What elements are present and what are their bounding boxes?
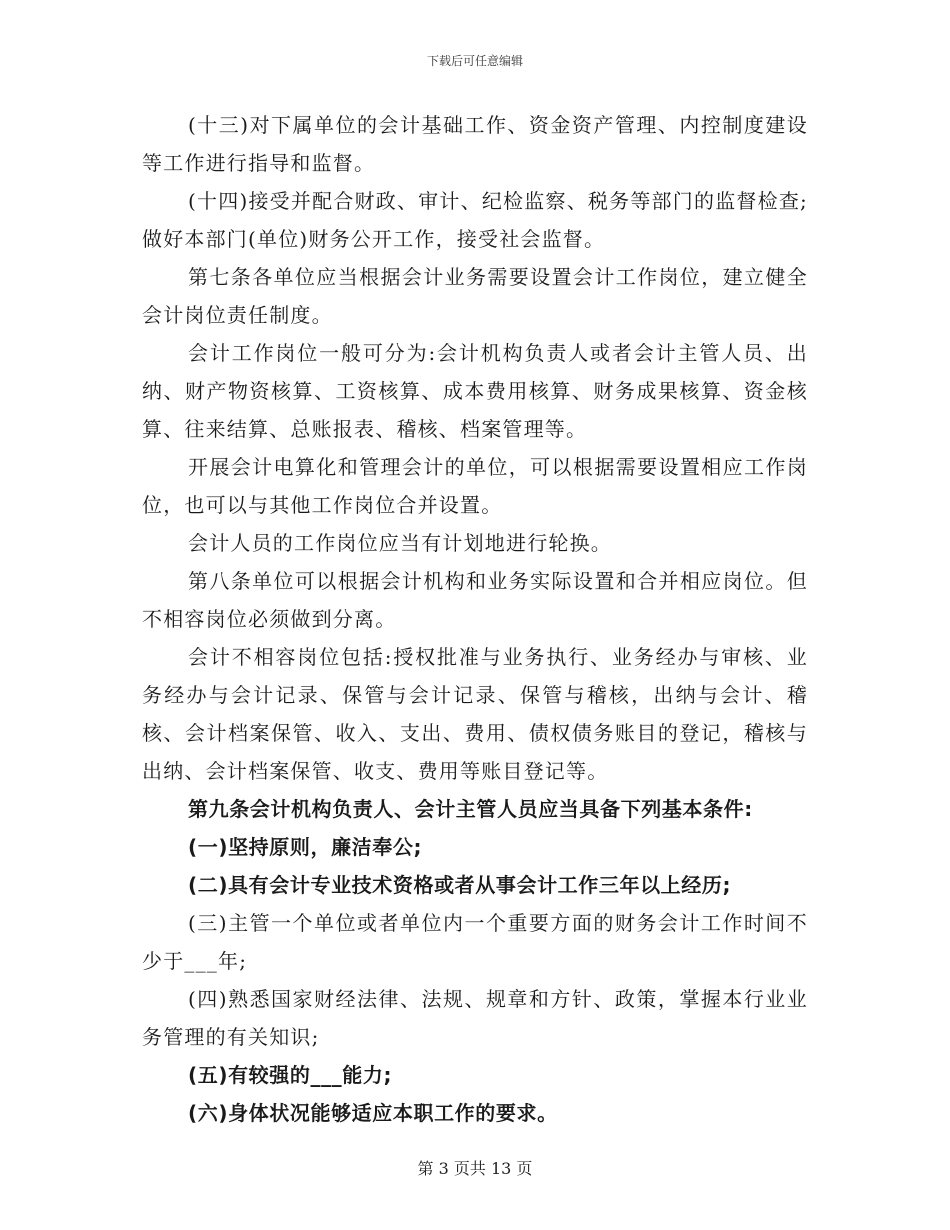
paragraph-15: (六)身体状况能够适应本职工作的要求。 (188, 1101, 558, 1125)
paragraph-4: 会计工作岗位一般可分为:会计机构负责人或者会计主管人员、出纳、财产物资核算、工资核算、成本费用核算、财务成果核算、资金核算、往来结算、总账报表、稽核、档案管理等。 (142, 341, 808, 441)
paragraph-11: (二)具有会计专业技术资格或者从事会计工作三年以上经历; (188, 873, 732, 897)
paragraph-5: 开展会计电算化和管理会计的单位，可以根据需要设置相应工作岗位，也可以与其他工作岗位合并设置。 (142, 455, 808, 517)
page-number: 第 3 页共 13 页 (417, 1159, 533, 1178)
paragraph-9: 第九条会计机构负责人、会计主管人员应当具备下列基本条件: (188, 797, 753, 821)
paragraph-14: (五)有较强的___能力; (188, 1063, 393, 1087)
paragraph-6: 会计人员的工作岗位应当有计划地进行轮换。 (188, 531, 612, 555)
page-header: 下载后可任意编辑 (426, 54, 523, 68)
paragraph-10: (一)坚持原则，廉洁奉公; (188, 835, 423, 859)
paragraph-8: 会计不相容岗位包括:授权批准与业务执行、业务经办与审核、业务经办与会计记录、保管与会计记录、保管与稽核，出纳与会计、稽核、会计档案保管、收入、支出、费用、债权债务账目的登记，稽核与出纳、会计档案保管、收支、费用等账目登记等。 (142, 645, 808, 783)
paragraph-3: 第七条各单位应当根据会计业务需要设置会计工作岗位，建立健全会计岗位责任制度。 (142, 265, 808, 327)
paragraph-1: (十三)对下属单位的会计基础工作、资金资产管理、内控制度建设等工作进行指导和监督。 (142, 113, 808, 175)
document-body (142, 106, 808, 1132)
paragraph-13: (四)熟悉国家财经法律、法规、规章和方针、政策，掌握本行业业务管理的有关知识; (142, 987, 808, 1049)
paragraph-7: 第八条单位可以根据会计机构和业务实际设置和合并相应岗位。但不相容岗位必须做到分离。 (142, 569, 808, 631)
paragraph-12: (三)主管一个单位或者单位内一个重要方面的财务会计工作时间不少于___年; (142, 911, 808, 973)
paragraph-2: (十四)接受并配合财政、审计、纪检监察、税务等部门的监督检查;做好本部门(单位)财务公开工作，接受社会监督。 (142, 189, 808, 251)
